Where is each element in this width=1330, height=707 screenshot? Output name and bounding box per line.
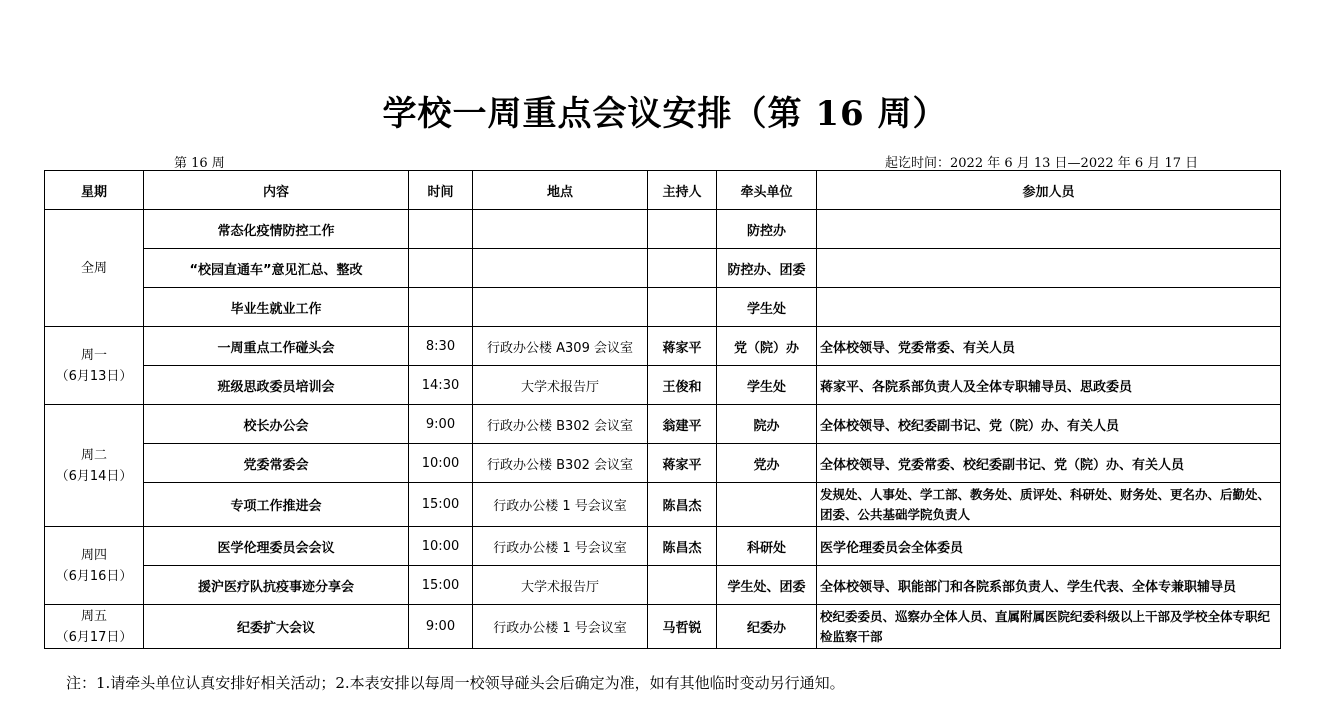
attendees-cell: 发规处、人事处、学工部、教务处、质评处、科研处、财务处、更名办、后勤处、团委、公共基础学院负责人	[817, 483, 1281, 527]
host-cell: 陈昌杰	[648, 483, 717, 527]
place-cell: 大学术报告厅	[473, 366, 648, 405]
header-lead: 牵头单位	[717, 171, 817, 210]
attendees-cell: 全体校领导、校纪委副书记、党（院）办、有关人员	[817, 405, 1281, 444]
table-row	[45, 527, 1281, 566]
table-row	[45, 566, 1281, 605]
place-cell: 大学术报告厅	[473, 566, 648, 605]
header-attendees: 参加人员	[817, 171, 1281, 210]
place-cell	[473, 210, 648, 249]
table-row	[45, 249, 1281, 288]
time-cell: 10:00	[409, 444, 473, 483]
lead-cell: 科研处	[717, 527, 817, 566]
attendees-cell: 医学伦理委员会全体委员	[817, 527, 1281, 566]
table-row	[45, 366, 1281, 405]
header-host: 主持人	[648, 171, 717, 210]
attendees-cell	[817, 288, 1281, 327]
lead-cell: 学生处、团委	[717, 566, 817, 605]
content-cell: 校长办公会	[144, 405, 409, 444]
time-cell: 9:00	[409, 605, 473, 649]
content-cell: 一周重点工作碰头会	[144, 327, 409, 366]
host-cell: 翁建平	[648, 405, 717, 444]
host-cell	[648, 249, 717, 288]
day-label: 周二	[80, 447, 107, 463]
table-row	[45, 210, 1281, 249]
day-label: 周四	[80, 547, 107, 563]
day-date: （6月14日）	[55, 468, 133, 484]
header-place: 地点	[473, 171, 648, 210]
place-cell: 行政办公楼 1 号会议室	[473, 605, 648, 649]
attendees-cell: 蒋家平、各院系部负责人及全体专职辅导员、思政委员	[817, 366, 1281, 405]
table-row	[45, 483, 1281, 527]
day-label: 周五	[80, 608, 107, 624]
attendees-cell	[817, 249, 1281, 288]
place-cell: 行政办公楼 1 号会议室	[473, 483, 648, 527]
table-row	[45, 444, 1281, 483]
table-row	[45, 288, 1281, 327]
header-time: 时间	[409, 171, 473, 210]
lead-cell: 党（院）办	[717, 327, 817, 366]
host-cell: 王俊和	[648, 366, 717, 405]
day-cell	[45, 327, 144, 405]
place-cell	[473, 288, 648, 327]
host-cell: 马哲锐	[648, 605, 717, 649]
footnote: 注：1.请牵头单位认真安排好相关活动；2.本表安排以每周一校领导碰头会后确定为准，如有其他临时变动另行通知。	[66, 674, 845, 692]
time-cell: 14:30	[409, 366, 473, 405]
content-cell: 医学伦理委员会会议	[144, 527, 409, 566]
time-cell	[409, 210, 473, 249]
meeting-schedule-table	[44, 170, 1281, 649]
place-cell: 行政办公楼 B302 会议室	[473, 405, 648, 444]
attendees-cell: 全体校领导、职能部门和各院系部负责人、学生代表、全体专兼职辅导员	[817, 566, 1281, 605]
day-label: 全周	[80, 260, 107, 276]
content-cell: 纪委扩大会议	[144, 605, 409, 649]
time-cell: 15:00	[409, 566, 473, 605]
content-cell: 援沪医疗队抗疫事迹分享会	[144, 566, 409, 605]
page-title: 学校一周重点会议安排（第 16 周）	[382, 94, 948, 134]
place-cell: 行政办公楼 B302 会议室	[473, 444, 648, 483]
attendees-cell: 全体校领导、党委常委、校纪委副书记、党（院）办、有关人员	[817, 444, 1281, 483]
host-cell: 蒋家平	[648, 444, 717, 483]
day-label: 周一	[80, 347, 107, 363]
attendees-cell: 校纪委委员、巡察办全体人员、直属附属医院纪委科级以上干部及学校全体专职纪检监察干部	[817, 605, 1281, 649]
host-cell: 蒋家平	[648, 327, 717, 366]
day-cell	[45, 527, 144, 605]
time-cell	[409, 288, 473, 327]
lead-cell	[717, 483, 817, 527]
day-cell	[45, 210, 144, 327]
lead-cell: 防控办	[717, 210, 817, 249]
lead-cell: 防控办、团委	[717, 249, 817, 288]
attendees-cell	[817, 210, 1281, 249]
table-header-row	[45, 171, 1281, 210]
day-date: （6月17日）	[55, 629, 133, 645]
time-cell: 10:00	[409, 527, 473, 566]
content-cell: 常态化疫情防控工作	[144, 210, 409, 249]
host-cell	[648, 566, 717, 605]
place-cell: 行政办公楼 1 号会议室	[473, 527, 648, 566]
place-cell	[473, 249, 648, 288]
host-cell	[648, 210, 717, 249]
period-range: 起讫时间：2022 年 6 月 13 日—2022 年 6 月 17 日	[885, 156, 1199, 171]
lead-cell: 院办	[717, 405, 817, 444]
table-row	[45, 605, 1281, 649]
host-cell: 陈昌杰	[648, 527, 717, 566]
lead-cell: 党办	[717, 444, 817, 483]
table-row	[45, 405, 1281, 444]
content-cell: 党委常委会	[144, 444, 409, 483]
lead-cell: 学生处	[717, 366, 817, 405]
time-cell	[409, 249, 473, 288]
content-cell: 专项工作推进会	[144, 483, 409, 527]
header-day: 星期	[45, 171, 144, 210]
day-cell	[45, 405, 144, 527]
content-cell: 班级思政委员培训会	[144, 366, 409, 405]
place-cell: 行政办公楼 A309 会议室	[473, 327, 648, 366]
time-cell: 9:00	[409, 405, 473, 444]
content-cell: 毕业生就业工作	[144, 288, 409, 327]
lead-cell: 纪委办	[717, 605, 817, 649]
time-cell: 8:30	[409, 327, 473, 366]
day-date: （6月16日）	[55, 568, 133, 584]
header-content: 内容	[144, 171, 409, 210]
day-cell	[45, 605, 144, 649]
content-cell: “校园直通车”意见汇总、整改	[144, 249, 409, 288]
table-row	[45, 327, 1281, 366]
week-label: 第 16 周	[174, 156, 225, 171]
time-cell: 15:00	[409, 483, 473, 527]
attendees-cell: 全体校领导、党委常委、有关人员	[817, 327, 1281, 366]
host-cell	[648, 288, 717, 327]
lead-cell: 学生处	[717, 288, 817, 327]
day-date: （6月13日）	[55, 368, 133, 384]
